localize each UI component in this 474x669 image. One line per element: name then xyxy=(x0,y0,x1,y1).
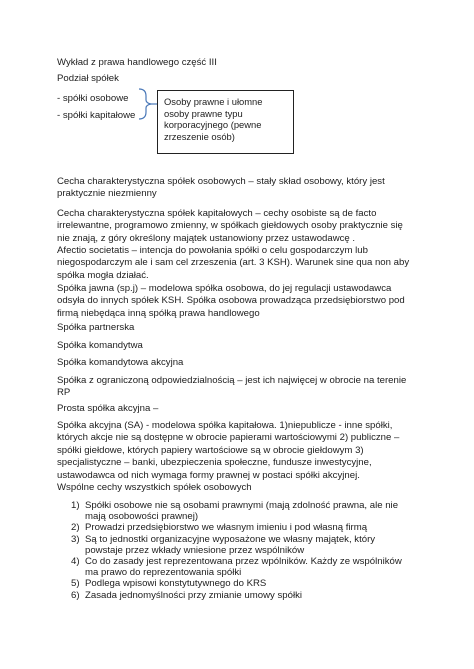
bullet-spolki-kapitalowe: - spółki kapitałowe xyxy=(57,110,136,121)
paragraph-line: firmą niebędąca inną spółką prawa handlowego xyxy=(57,307,260,319)
list-item-text: Podlega wpisowi konstytutywnego do KRS xyxy=(85,578,267,590)
paragraph-spolki-kapitalowe xyxy=(57,208,422,245)
list-item-text: mają osobowości prawnej) xyxy=(85,511,199,523)
list-item xyxy=(57,534,437,556)
features-heading: Wspólne cechy wszystkich spółek osobowych xyxy=(57,482,252,493)
paragraph-spolka-jawna xyxy=(57,283,422,320)
list-item-number: 4) xyxy=(71,556,80,568)
paragraph-spolki-osobowe xyxy=(57,176,422,201)
paragraph-line: Cecha charakterystyczna spółek kapitałowych – cechy osobiste są de facto xyxy=(57,208,377,219)
item-spolka-komandytowa: Spółka komandytwa xyxy=(57,340,143,351)
paragraph-line: odsyła do innych spółek KSH. Spółka osobowa prowadząca przedsiębiorstwo pod xyxy=(57,295,405,307)
list-item xyxy=(57,500,437,522)
list-item-text: Prowadzi przedsiębiorstwo we własnym imieniu i pod własną firmą xyxy=(85,522,368,534)
list-item-number: 2) xyxy=(71,522,80,534)
list-item-text: Spółki osobowe nie są osobami prawnymi (mają zdolność prawna, ale nie xyxy=(85,500,399,511)
list-item xyxy=(57,556,437,578)
features-list xyxy=(57,500,437,601)
paragraph-line: Spółka jawna (sp.j) – modelowa spółka osobowa, do jej regulacji ustawodawca xyxy=(57,283,392,294)
paragraph-line: Spółka z ograniczoną odpowiedzialnością – jest ich najwięcej w obrocie na terenie xyxy=(57,375,407,386)
paragraph-sp-z-oo xyxy=(57,375,422,400)
paragraph-line: ustawodawca od nich wymaga formy prawnej w postaci spółki akcyjnej. xyxy=(57,469,360,481)
paragraph-line: Spółka akcyjna (SA) - modelowa spółka kapitałowa. 1)niepublicze - inne spółki, xyxy=(57,420,393,431)
box-line: Osoby prawne i ułomne xyxy=(164,96,263,107)
list-item-text: ma prawo do reprezentowania spółki xyxy=(85,567,242,579)
list-item-text: Co do zasady jest reprezentowana przez wpólników. Każdy ze wspólników xyxy=(85,556,402,568)
paragraph-line: irrelewantne, programowo zmienny, w spółkach giełdowych osoby praktycznie się xyxy=(57,220,403,232)
list-item-number: 1) xyxy=(71,500,80,511)
paragraph-spolka-akcyjna xyxy=(57,420,422,482)
section-label: Podział spółek xyxy=(57,73,119,84)
list-item xyxy=(57,590,437,601)
paragraph-line: specjalistyczne – banki, ubezpieczenia społeczne, fundusze inwestycyjne, xyxy=(57,457,372,469)
paragraph-line: spółki giełdowe, których papiery wartościowe są w obrocie giełdowym 3) xyxy=(57,444,364,456)
box-line: korporacyjnego (pewne xyxy=(164,119,262,131)
list-item-number: 3) xyxy=(71,533,80,545)
box-line: zrzeszenie osób) xyxy=(164,130,235,142)
list-item-number: 5) xyxy=(71,578,80,590)
list-item xyxy=(57,522,437,533)
list-item-text: Są to jednostki organizacyjne wyposażone we własny majątek, który xyxy=(85,533,376,545)
bullet-spolki-osobowe: - spółki osobowe xyxy=(57,93,129,104)
paragraph-line: Afectio societatis – intencja do powołania spółki o celu gospodarczym lub xyxy=(57,245,368,256)
note-box-osoby-prawne xyxy=(157,90,294,154)
paragraph-line: RP xyxy=(57,387,71,399)
list-item xyxy=(57,578,437,589)
paragraph-line: spółka mogła działać. xyxy=(57,269,149,281)
paragraph-line: których akcje nie są dostępne w obrocie papierami wartościowymi 2) publiczne – xyxy=(57,432,400,444)
paragraph-line: nie znają, z góry określony majątek ustanowiony przez ustawodawcę . xyxy=(57,232,356,244)
paragraph-afectio-societatis xyxy=(57,245,422,282)
item-prosta-spolka-akcyjna: Prosta spółka akcyjna – xyxy=(57,403,159,414)
list-item-text: Zasada jednomyślności przy zmianie umowy spółki xyxy=(85,589,303,601)
list-item-number: 6) xyxy=(71,589,80,601)
box-line: osoby prawne typu xyxy=(164,107,243,119)
list-item-text: powstaje przez wkłady wniesione przez wspólników xyxy=(85,544,305,556)
paragraph-line: Cecha charakterystyczna spółek osobowych – stały skład osobowy, który jest xyxy=(57,176,385,187)
item-spolka-komandytowo-akcyjna: Spółka komandytowa akcyjna xyxy=(57,357,184,368)
document-title: Wykład z prawa handlowego część III xyxy=(57,57,217,68)
paragraph-line: niegospodarczym ale i sam cel zrzeszenia (art. 3 KSH). Warunek sine qua non aby xyxy=(57,257,410,269)
item-spolka-partnerska: Spółka partnerska xyxy=(57,322,135,333)
curly-brace-connector xyxy=(137,86,159,122)
paragraph-line: praktycznie niezmienny xyxy=(57,188,157,200)
